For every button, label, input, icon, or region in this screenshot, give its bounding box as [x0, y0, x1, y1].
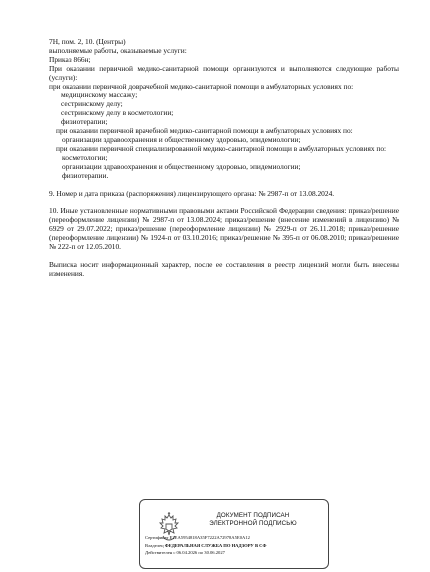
owner-value: ФЕДЕРАЛЬНАЯ СЛУЖБА ПО НАДЗОРУ В СФ — [164, 542, 267, 548]
prenursing-header: при оказании первичной доврачебной медико-санитарной помощи в амбулаторных условиях по: — [49, 81, 354, 91]
specialized-item: организации здравоохранения и общественному здоровью, эпидемиологии; — [62, 161, 301, 171]
document-body — [49, 38, 399, 279]
section8-line-works-label: выполняемые работы, оказываемые услуги: — [49, 45, 187, 55]
doctor-header: при оказании первичной врачебной медико-санитарной помощи в амбулаторных условиях по: — [56, 126, 353, 136]
stamp-title-line2: ЭЛЕКТРОННОЙ ПОДПИСЬЮ — [209, 520, 297, 527]
electronic-signature-stamp — [139, 499, 329, 569]
valid-value: с 06.04.2026 по 30.06.2027 — [173, 550, 225, 556]
specialized-item: физиотерапии. — [62, 170, 109, 180]
doctor-item: организации здравоохранения и общественному здоровью, эпидемиологии; — [62, 134, 301, 144]
specialized-item: косметологии; — [62, 152, 108, 162]
section8-line-address: 7Н, пом. 2, 10. (Центры) — [49, 37, 126, 46]
specialized-header: при оказании первичной специализированной медико-санитарной помощи в амбулаторных условиях по: — [56, 143, 387, 153]
disclaimer-text: Выписка носит информационный характер, после ее составления в реестр лицензий могли быть внесены изменения. — [49, 259, 399, 278]
valid-row — [145, 549, 326, 557]
certificate-row — [145, 534, 326, 542]
owner-label: Владелец — [145, 542, 164, 548]
stamp-title-line1: ДОКУМЕНТ ПОДПИСАН — [216, 512, 290, 519]
section9-text: 9. Номер и дата приказа (распоряжения) лицензирующего органа: № 2987-п от 13.08.2024. — [49, 188, 335, 198]
certificate-value: E2EA5954818A35F7222A72978A5E0A12 — [169, 535, 250, 540]
prenursing-item: физиотерапии; — [61, 117, 108, 127]
prenursing-item: сестринскому делу; — [61, 99, 123, 109]
stamp-title — [180, 512, 326, 528]
stamp-details — [145, 534, 326, 557]
valid-label: Действителен — [145, 550, 173, 556]
prenursing-item: медицинскому массажу; — [61, 90, 138, 100]
certificate-label: Сертификат — [145, 535, 169, 540]
owner-row — [145, 542, 326, 550]
section8-line-order: Приказ 866н; — [49, 54, 91, 64]
section10-text: 10. Иные установленные нормативными правовыми актами Российской Федерации сведения: приказ/решение (переоформление лицензии) № 2987-п от 13.08.2024; приказ/решение (внесение изменений в лицензию) № 6929 от 29.07.2022; приказ/решение (переоформление лицензии) № 2929-п от 26.11.2018; приказ/решение (переоформление лицензии) № 1924-п от 03.10.2016; приказ/решение № 395-п от 06.08.2010; приказ/решение № 222-п от 12.05.2010. — [49, 206, 399, 252]
prenursing-item: сестринскому делу в косметологии; — [61, 108, 174, 118]
section8-intro: При оказании первичной медико-санитарной помощи организуются и выполняются следующие работы (услуги): — [49, 63, 399, 82]
